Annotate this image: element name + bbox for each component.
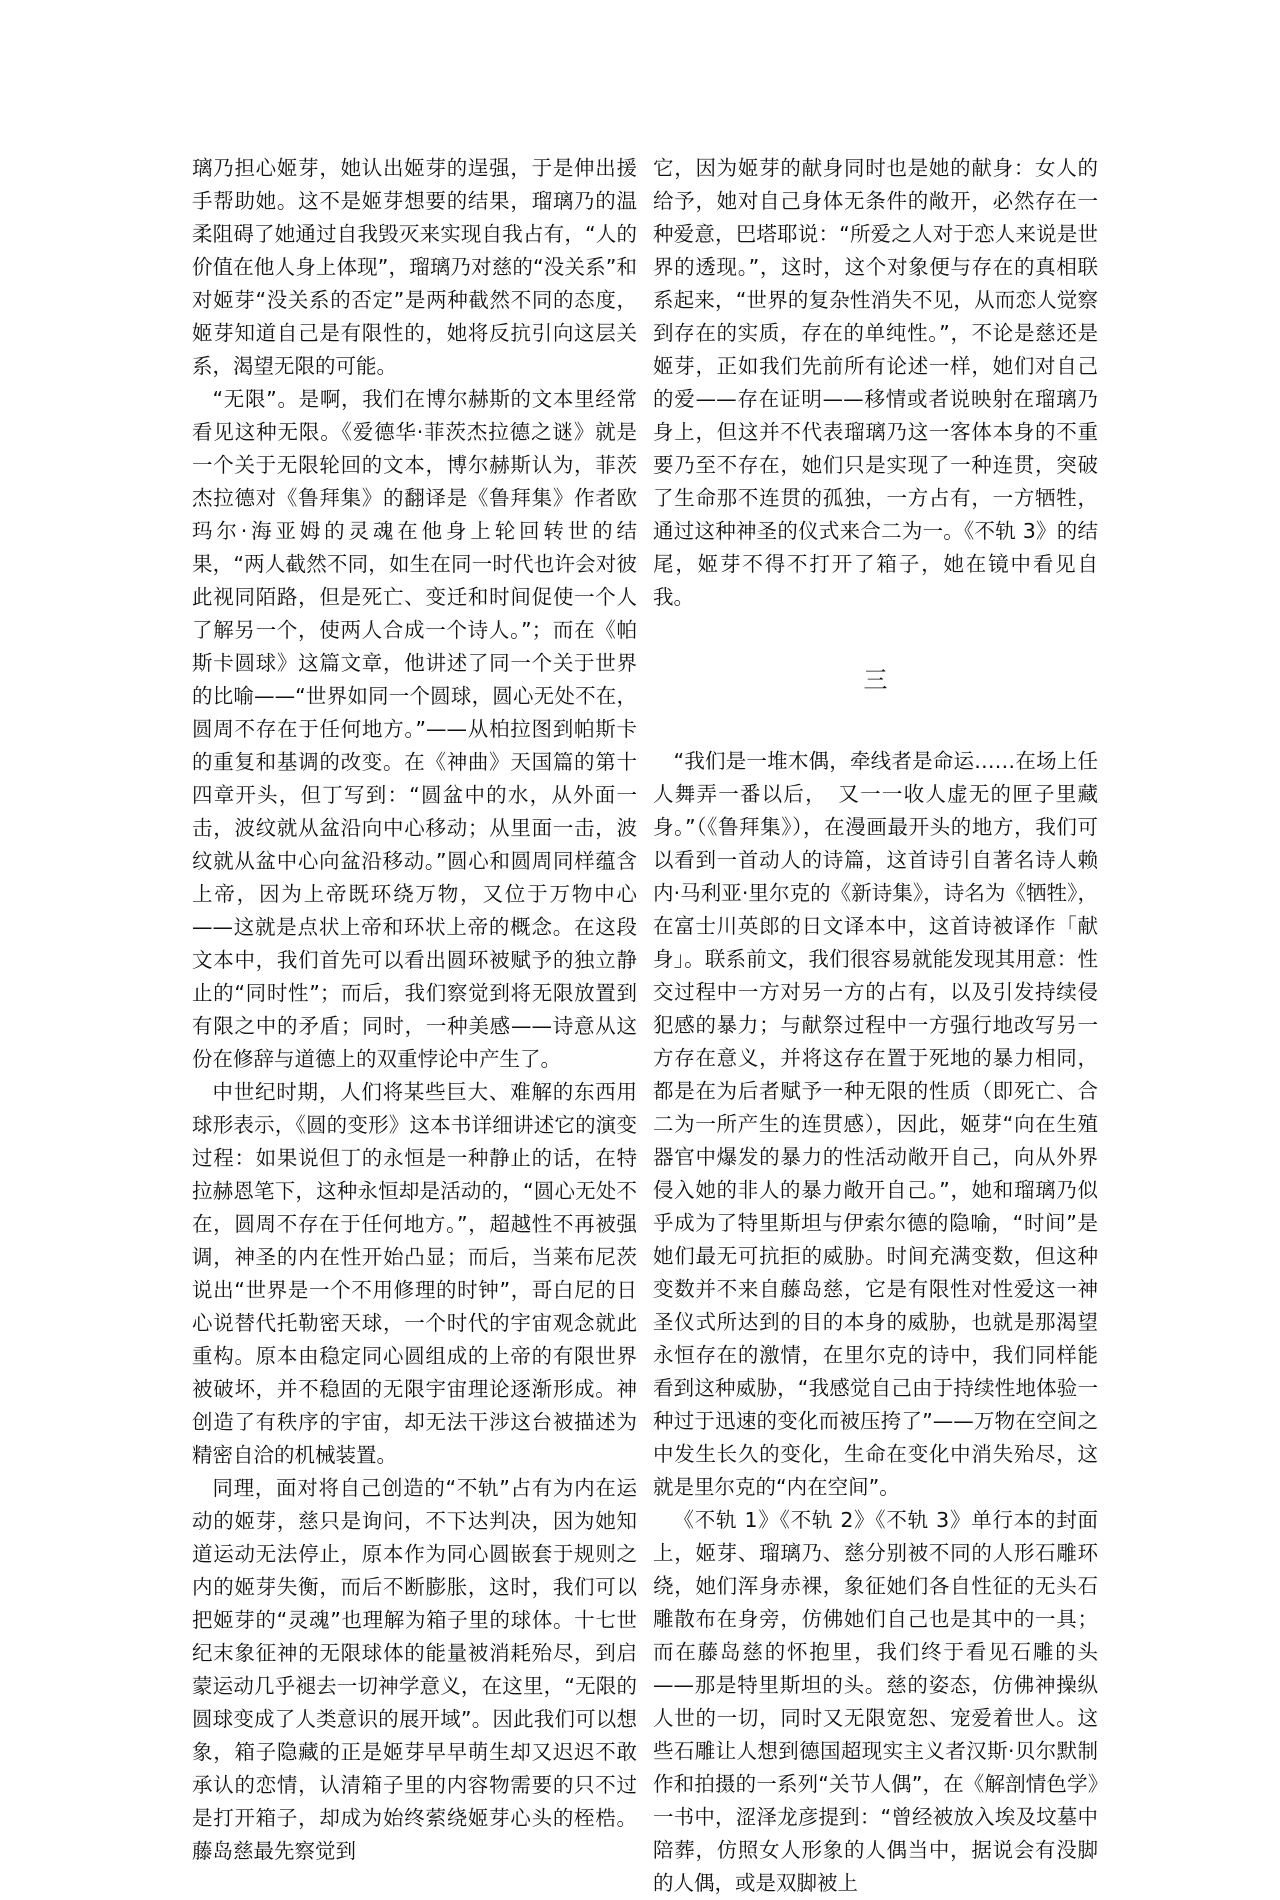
paragraph: 璃乃担心姬芽，她认出姬芽的逞强，于是伸出援手帮助她。这不是姬芽想要的结果，瑠璃乃的温柔阻碍了她通过自我毁灭来实现自我占有，“人的价值在他人身上体现”，瑠璃乃对慈的“没关系”和对姬芽“没关系的否定”是两种截然不同的态度，姬芽知道自己是有限性的，她将反抗引向这层关系，渴望无限的可能。 — [192, 156, 637, 378]
paragraph: 它，因为姬芽的献身同时也是她的献身：女人的给予，她对自己身体无条件的敞开，必然存在一种爱意，巴塔耶说：“所爱之人对于恋人来说是世界的透现。”，这时，这个对象便与存在的真相联系起来，“世界的复杂性消失不见，从而恋人觉察到存在的实质，存在的单纯性。”，不论是慈还是姬芽，正如我们先前所有论述一样，她们对自己的爱——存在证明——移情或者说映射在瑠璃乃身上，但这并不代表瑠璃乃这一客体本身的不重要乃至不存在，她们只是实现了一种连贯，突破了生命那不连贯的孤独，一方占有，一方牺牲，通过这种神圣的仪式来合二为一。《不轨 3》的结尾，姬芽不得不打开了箱子，她在镜中看见自我。 — [653, 156, 1098, 609]
paragraph: 中世纪时期，人们将某些巨大、难解的东西用球形表示，《圆的变形》这本书详细讲述它的演变过程：如果说但丁的永恒是一种静止的话，在特拉赫恩笔下，这种永恒却是活动的，“圆心无处不在，圆周不存在于任何地方。”，超越性不再被强调，神圣的内在性开始凸显；而后，当莱布尼茨说出“世界是一个不用修理的时钟”，哥白尼的日心说替代托勒密天球，一个时代的宇宙观念就此重构。原本由稳定同心圆组成的上帝的有限世界被破坏，并不稳固的无限宇宙理论逐渐形成。神创造了有秩序的宇宙，却无法干涉这台被描述为精密自洽的机械装置。 — [192, 1080, 637, 1467]
paragraph: 《不轨 1》《不轨 2》《不轨 3》单行本的封面上，姬芽、瑠璃乃、慈分别被不同的人形石雕环绕，她们浑身赤裸，象征她们各自性征的无头石雕散布在身旁，仿佛她们自己也是其中的一具；而在藤岛慈的怀抱里，我们终于看见石雕的头——那是特里斯坦的头。慈的姿态，仿佛神操纵人世的一切，同时又无限宽恕、宠爱着世人。这些石雕让人想到德国超现实主义者汉斯·贝尔默制作和拍摄的一系列“关节人偶”，在《解剖情色学》一书中，涩泽龙彦提到：“曾经被放入埃及坟墓中陪葬，仿照女人形象的人偶当中，据说会有没脚的人偶，或是双脚被上 — [653, 1508, 1098, 1895]
paragraph: “无限”。是啊，我们在博尔赫斯的文本里经常看见这种无限。《爱德华·菲茨杰拉德之谜》就是一个关于无限轮回的文本，博尔赫斯认为，菲茨杰拉德对《鲁拜集》的翻译是《鲁拜集》作者欧玛尔·海亚姆的灵魂在他身上轮回转世的结果，“两人截然不同，如生在同一时代也许会对彼此视同陌路，但是死亡、变迁和时间促使一个人了解另一个，使两人合成一个诗人。”；而在《帕斯卡圆球》这篇文章，他讲述了同一个关于世界的比喻——“世界如同一个圆球，圆心无处不在，圆周不存在于任何地方。”——从柏拉图到帕斯卡的重复和基调的改变。在《神曲》天国篇的第十四章开头，但丁写到：“圆盆中的水，从外面一击，波纹就从盆沿向中心移动；从里面一击，波纹就从盆中心向盆沿移动。”圆心和圆周同样蕴含上帝，因为上帝既环绕万物，又位于万物中心——这就是点状上帝和环状上帝的概念。在这段文本中，我们首先可以看出圆环被赋予的独立静止的“同时性”；而后，我们察觉到将无限放置到有限之中的矛盾；同时，一种美感——诗意从这份在修辞与道德上的双重悖论中产生了。 — [192, 387, 637, 1071]
paragraph: 同理，面对将自己创造的“不轨”占有为内在运动的姬芽，慈只是询问，不下达判决，因为她知道运动无法停止，原本作为同心圆嵌套于规则之内的姬芽失衡，而后不断膨胀，这时，我们可以把姬芽的“灵魂”也理解为箱子里的球体。十七世纪末象征神的无限球体的能量被消耗殆尽，到启蒙运动几乎褪去一切神学意义，在这里，“无限的圆球变成了人类意识的展开域”。因此我们可以想象，箱子隐藏的正是姬芽早早萌生却又迟迟不敢承认的恋情，认清箱子里的内容物需要的只不过是打开箱子，却成为始终萦绕姬芽心头的桎梏。藤岛慈最先察觉到 — [192, 1476, 637, 1863]
right-column — [653, 152, 1098, 1900]
section-heading: 三 — [863, 666, 888, 694]
left-column — [192, 152, 637, 1868]
paragraph: “我们是一堆木偶，牵线者是命运……在场上任人舞弄一番以后， 又一一收人虚无的匣子里藏身。”（《鲁拜集》），在漫画最开头的地方，我们可以看到一首动人的诗篇，这首诗引自著名诗人赖内·马利亚·里尔克的《新诗集》，诗名为《牺牲》，在富士川英郎的日文译本中，这首诗被译作「献身」。联系前文，我们很容易就能发现其用意：性交过程中一方对另一方的占有，以及引发持续侵犯感的暴力；与献祭过程中一方强行地改写另一方存在意义，并将这存在置于死地的暴力相同，都是在为后者赋予一种无限的性质（即死亡、合二为一所产生的连贯感），因此，姬芽“向在生殖器官中爆发的暴力的性活动敞开自己，向从外界侵入她的非人的暴力敞开自己。”，她和瑠璃乃似乎成为了特里斯坦与伊索尔德的隐喻，“时间”是她们最无可抗拒的威胁。时间充满变数，但这种变数并不来自藤岛慈，它是有限性对性爱这一神圣仪式所达到的目的本身的威胁，也就是那渴望永恒存在的激情，在里尔克的诗中，我们同样能看到这种威胁，“我感觉自己由于持续性地体验一种过于迅速的变化而被压挎了”——万物在空间之中发生长久的变化，生命在变化中消失殆尽，这就是里尔克的“内在空间”。 — [653, 749, 1098, 1499]
